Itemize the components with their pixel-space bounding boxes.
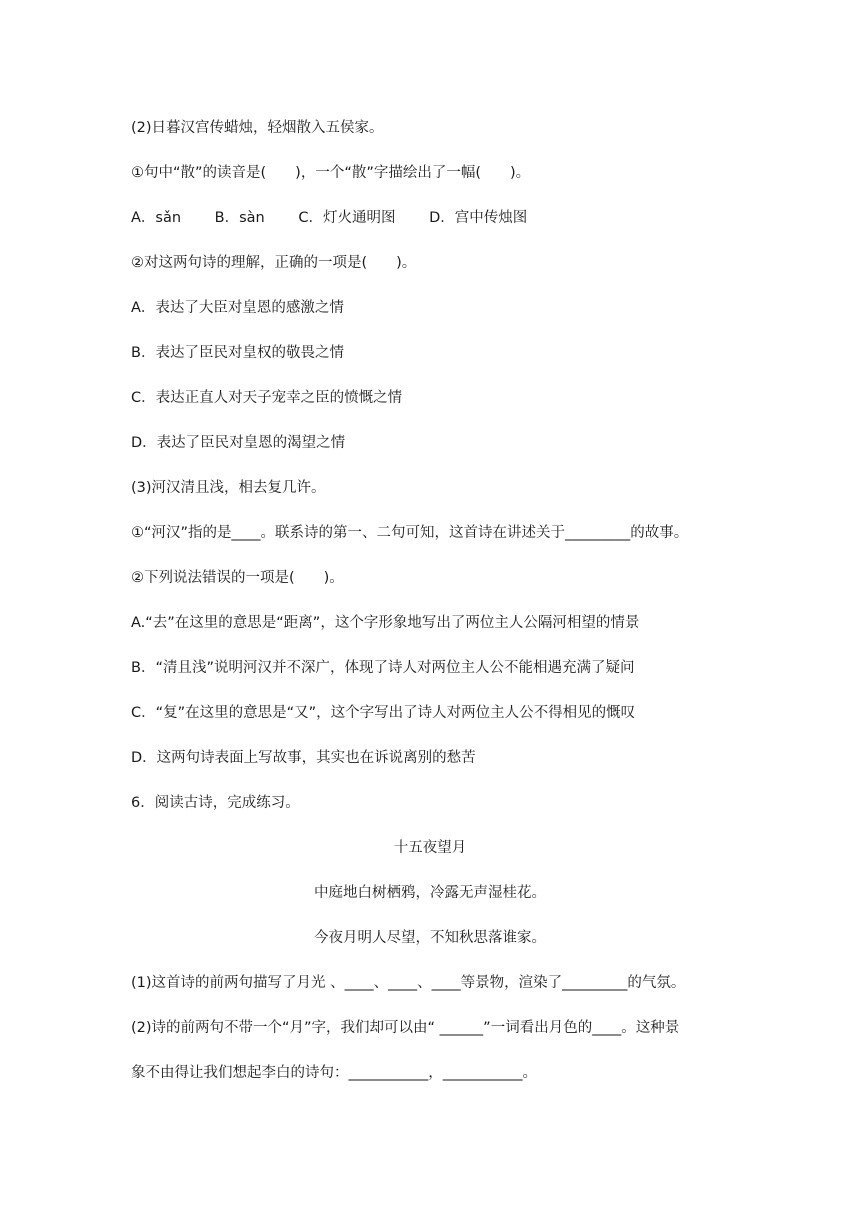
question-2-1: ①句中“散”的读音是( )，一个“散”字描绘出了一幅( )。	[131, 165, 531, 181]
question-2-stem: (2)日暮汉宫传蜡烛，轻烟散入五侯家。	[131, 120, 384, 136]
option-b: B．“清且浅”说明河汉并不深广，体现了诗人对两位主人公不能相遇充满了疑问	[131, 660, 635, 676]
option-c: C．“复”在这里的意思是“又”，这个字写出了诗人对两位主人公不得相见的慨叹	[131, 705, 636, 721]
poem-title: 十五夜望月	[393, 840, 467, 856]
question-3-stem: (3)河汉清且浅，相去复几许。	[131, 480, 326, 496]
question-6-heading: 6．阅读古诗，完成练习。	[131, 795, 300, 811]
option-a: A．表达了大臣对皇恩的感激之情	[131, 300, 344, 316]
poem-line-1: 中庭地白树栖鸦，冷露无声湿桂花。	[314, 885, 546, 901]
question-3-1: ①“河汉”指的是____。联系诗的第一、二句可知，这首诗在讲述关于_________的故事。	[131, 525, 689, 541]
question-3-2: ②下列说法错误的一项是( )。	[131, 570, 344, 586]
option-c: C．表达正直人对天子宠幸之臣的愤慨之情	[131, 390, 403, 406]
poem-line-2: 今夜月明人尽望，不知秋思落谁家。	[314, 930, 546, 946]
poem-question-2-part-2: 象不由得让我们想起李白的诗句：___________，___________。	[131, 1065, 537, 1081]
option-b: B．表达了臣民对皇权的敬畏之情	[131, 345, 344, 361]
poem-question-1: (1)这首诗的前两句描写了月光 、____、____、____等景物，渲染了_________的气氛。	[131, 975, 686, 991]
poem-question-2-part-1: (2)诗的前两句不带一个“月”字，我们却可以由“ ______”一词看出月色的____。这种景	[131, 1020, 680, 1036]
option-a: A.“去”在这里的意思是“距离”，这个字形象地写出了两位主人公隔河相望的情景	[131, 615, 640, 631]
question-2-2: ②对这两句诗的理解，正确的一项是( )。	[131, 255, 417, 271]
question-2-1-options: A．sǎn B．sàn C．灯火通明图 D．宫中传烛图	[131, 210, 528, 226]
option-d: D．这两句诗表面上写故事，其实也在诉说离别的愁苦	[131, 750, 476, 766]
option-d: D．表达了臣民对皇恩的渴望之情	[131, 435, 346, 451]
